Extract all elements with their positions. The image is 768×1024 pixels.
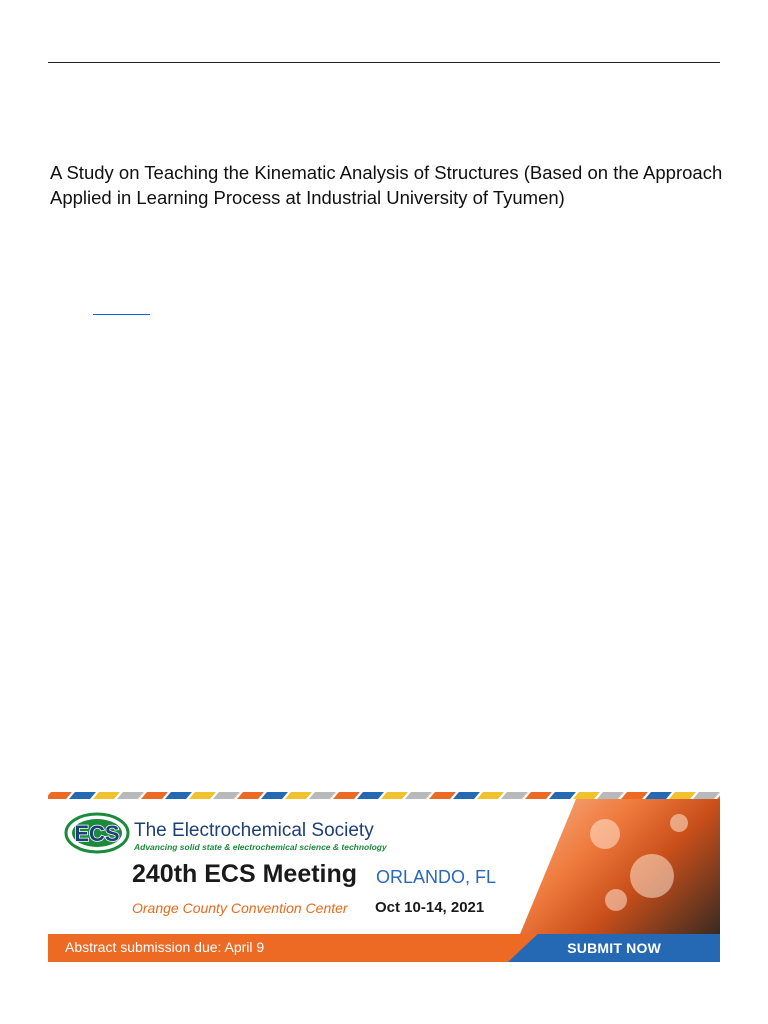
stripe-segment [573, 792, 600, 799]
stripe-segment [405, 792, 432, 799]
society-tagline: Advancing solid state & electrochemical science & technology [134, 842, 387, 852]
banner-photo [520, 799, 720, 934]
stripe-segment [333, 792, 360, 799]
stripe-segment [453, 792, 480, 799]
stripe-segment [621, 792, 648, 799]
header-rule [48, 62, 720, 63]
meeting-dates: Oct 10-14, 2021 [375, 899, 485, 916]
meeting-location: ORLANDO, FL [376, 867, 497, 887]
stripe-segment [645, 792, 672, 799]
stripe-segment [141, 792, 168, 799]
stripe-segment [93, 792, 120, 799]
svg-text:ECS: ECS [74, 821, 120, 846]
stripe-segment [669, 792, 696, 799]
stripe-segment [189, 792, 216, 799]
stripe-segment [117, 792, 144, 799]
abstract-deadline: Abstract submission due: April 9 [65, 939, 265, 955]
stripe-segment [357, 792, 384, 799]
submit-now-label[interactable]: SUBMIT NOW [567, 940, 661, 956]
stripe-segment [597, 792, 624, 799]
stripe-segment [549, 792, 576, 799]
stripe-segment [477, 792, 504, 799]
document-title: A Study on Teaching the Kinematic Analysis of Structures (Based on the Approach Applied in Learning Process at Industrial University of Tyumen) [50, 162, 723, 208]
stripe-segment [693, 792, 720, 799]
meeting-venue: Orange County Convention Center [132, 900, 348, 916]
decorative-stripe [48, 792, 720, 799]
stripe-segment [285, 792, 312, 799]
stripe-segment [525, 792, 552, 799]
stripe-segment [69, 792, 96, 799]
stripe-segment [381, 792, 408, 799]
ecs-advertisement-banner[interactable] [48, 792, 720, 962]
author-link[interactable] [93, 314, 150, 315]
stripe-segment [237, 792, 264, 799]
stripe-segment [429, 792, 456, 799]
stripe-segment [261, 792, 288, 799]
society-name: The Electrochemical Society [134, 820, 374, 841]
stripe-segment [501, 792, 528, 799]
meeting-title: 240th ECS Meeting [132, 860, 358, 888]
stripe-segment [213, 792, 240, 799]
ecs-logo-icon [64, 812, 130, 854]
stripe-segment [165, 792, 192, 799]
stripe-segment [309, 792, 336, 799]
